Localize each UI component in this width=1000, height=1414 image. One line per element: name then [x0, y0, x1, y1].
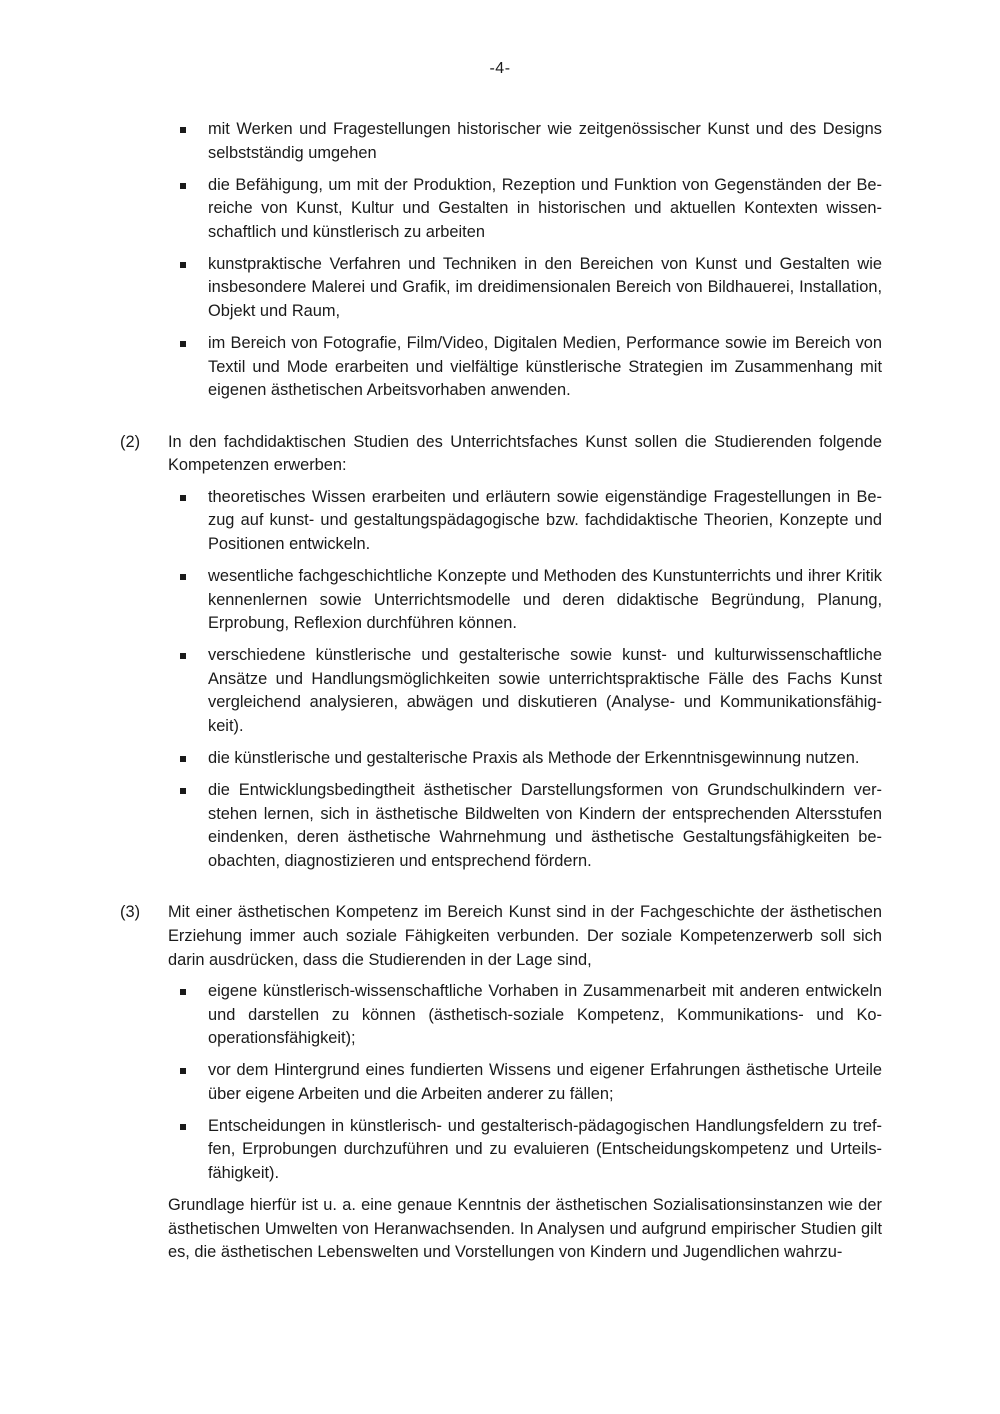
section-intro: Mit einer ästhetischen Kompetenz im Bereich Kunst sind in der Fachgeschichte der ästhetischen Erziehung immer auch soziale Fähigkeiten verbunden. Der soziale Kompetenzerwerb soll sich darin ausdrücken, dass die Studierenden in der Lage sind, — [168, 903, 882, 969]
square-bullet-icon — [180, 788, 186, 794]
section-bullet-list — [168, 486, 882, 873]
square-bullet-icon — [180, 1124, 186, 1130]
list-item-text: die künstlerische und gestalterische Praxis als Methode der Erkenntnisgewinnung nutzen. — [208, 749, 860, 767]
list-item-text: eigene künstlerisch-wissenschaftliche Vorhaben in Zusammenarbeit mit anderen entwickeln und darstellen zu können (ästhetisch-soziale Kompetenz, Kommunikations- und Kooperationsfähigkeit); — [208, 982, 882, 1048]
list-item-text: die Befähigung, um mit der Produktion, Rezeption und Funktion von Gegenständen der Bereiche von Kunst, Kultur und Gestalten in historischen und aktuellen Kontexten wissenschaftlich und künstlerisch zu arbeiten — [208, 175, 882, 241]
list-item — [168, 747, 882, 771]
list-item-text: mit Werken und Fragestellungen historischer wie zeitgenössischer Kunst und des Designs selbstständig umgehen — [208, 120, 882, 162]
list-item-text: verschiedene künstlerische und gestalterische sowie kunst- und kulturwissenschaftliche Ansätze und Handlungsmöglichkeiten sowie unterrichtspraktische Fälle des Fachs Kunst vergleichend analysieren, abwägen und diskutieren (Analyse- und Kommunikationsfähigkeit). — [208, 646, 882, 736]
square-bullet-icon — [180, 495, 186, 501]
page-number: -4- — [489, 60, 511, 77]
square-bullet-icon — [180, 341, 186, 347]
list-item — [120, 118, 882, 165]
list-item-text: wesentliche fachgeschichtliche Konzepte und Methoden des Kunstunterrichts und ihrer Kritik kennenlernen sowie Unterrichtsmodelle und deren didaktische Begründung, Planung, Erprobung, Reflexion durchführen können. — [208, 567, 882, 633]
section-2 — [120, 431, 882, 874]
section-closing-paragraph: Grundlage hierfür ist u. a. eine genaue Kenntnis der ästhetischen Sozialisationsinstanzen wie der ästhetischen Umwelten von Heranwachsenden. In Analysen und aufgrund empirischer Studien gilt es, die ästhetischen Lebenswelten und Vorstellungen von Kindern und Jugendlichen wahrzu- — [168, 1196, 882, 1262]
list-item — [120, 174, 882, 245]
section-number: (3) — [120, 903, 141, 922]
square-bullet-icon — [180, 1068, 186, 1074]
top-bullet-list — [120, 118, 882, 403]
square-bullet-icon — [180, 756, 186, 762]
list-item — [168, 1059, 882, 1106]
list-item — [120, 253, 882, 324]
list-item — [120, 332, 882, 403]
list-item — [168, 980, 882, 1051]
list-item — [168, 779, 882, 873]
list-item — [168, 644, 882, 738]
list-item — [168, 565, 882, 636]
section-3 — [120, 901, 882, 1264]
square-bullet-icon — [180, 183, 186, 189]
list-item-text: die Entwicklungsbedingtheit ästhetischer Darstellungsformen von Grundschulkindern verstehen lernen, sich in ästhetische Bildwelten von Kindern der entsprechenden Altersstufen eindenken, deren ästhetische Wahrnehmung und ästhetische Gestaltungsfähigkeiten beobachten, diagnostizieren und entsprechend fördern. — [208, 780, 882, 870]
list-item-text: kunstpraktische Verfahren und Techniken in den Bereichen von Kunst und Gestalten wie insbesondere Malerei und Grafik, im dreidimensionalen Bereich von Bildhauerei, Installation, Objekt und Raum, — [208, 254, 882, 320]
square-bullet-icon — [180, 574, 186, 580]
square-bullet-icon — [180, 127, 186, 133]
list-item-text: im Bereich von Fotografie, Film/Video, Digitalen Medien, Performance sowie im Bereich von Textil und Mode erarbeiten und vielfältige künstlerische Strategien im Zusammenhang mit eigenen ästhetischen Arbeitsvorhaben anwenden. — [208, 333, 882, 400]
list-item — [168, 1115, 882, 1186]
section-intro: In den fachdidaktischen Studien des Unterrichtsfaches Kunst sollen die Studierenden folgende Kompetenzen erwerben: — [168, 432, 882, 475]
list-item-text: vor dem Hintergrund eines fundierten Wissens und eigener Erfahrungen ästhetische Urteile über eigene Arbeiten und die Arbeiten anderer zu fällen; — [208, 1061, 882, 1103]
square-bullet-icon — [180, 653, 186, 659]
document-body — [120, 118, 882, 1265]
section-bullet-list — [168, 980, 882, 1186]
square-bullet-icon — [180, 262, 186, 268]
list-item-text: Entscheidungen in künstlerisch- und gestalterisch-pädagogischen Handlungsfeldern zu treffen, Erprobungen durchzuführen und zu evaluieren (Entscheidungskompetenz und Urteilsfähigkeit). — [208, 1116, 882, 1183]
list-item — [168, 486, 882, 557]
section-number: (2) — [120, 432, 141, 451]
square-bullet-icon — [180, 989, 186, 995]
list-item-text: theoretisches Wissen erarbeiten und erläutern sowie eigenständige Fragestellungen in Bezug auf kunst- und gestaltungspädagogische bzw. fachdidaktische Theorien, Konzepte und Positionen entwickeln. — [208, 487, 882, 554]
